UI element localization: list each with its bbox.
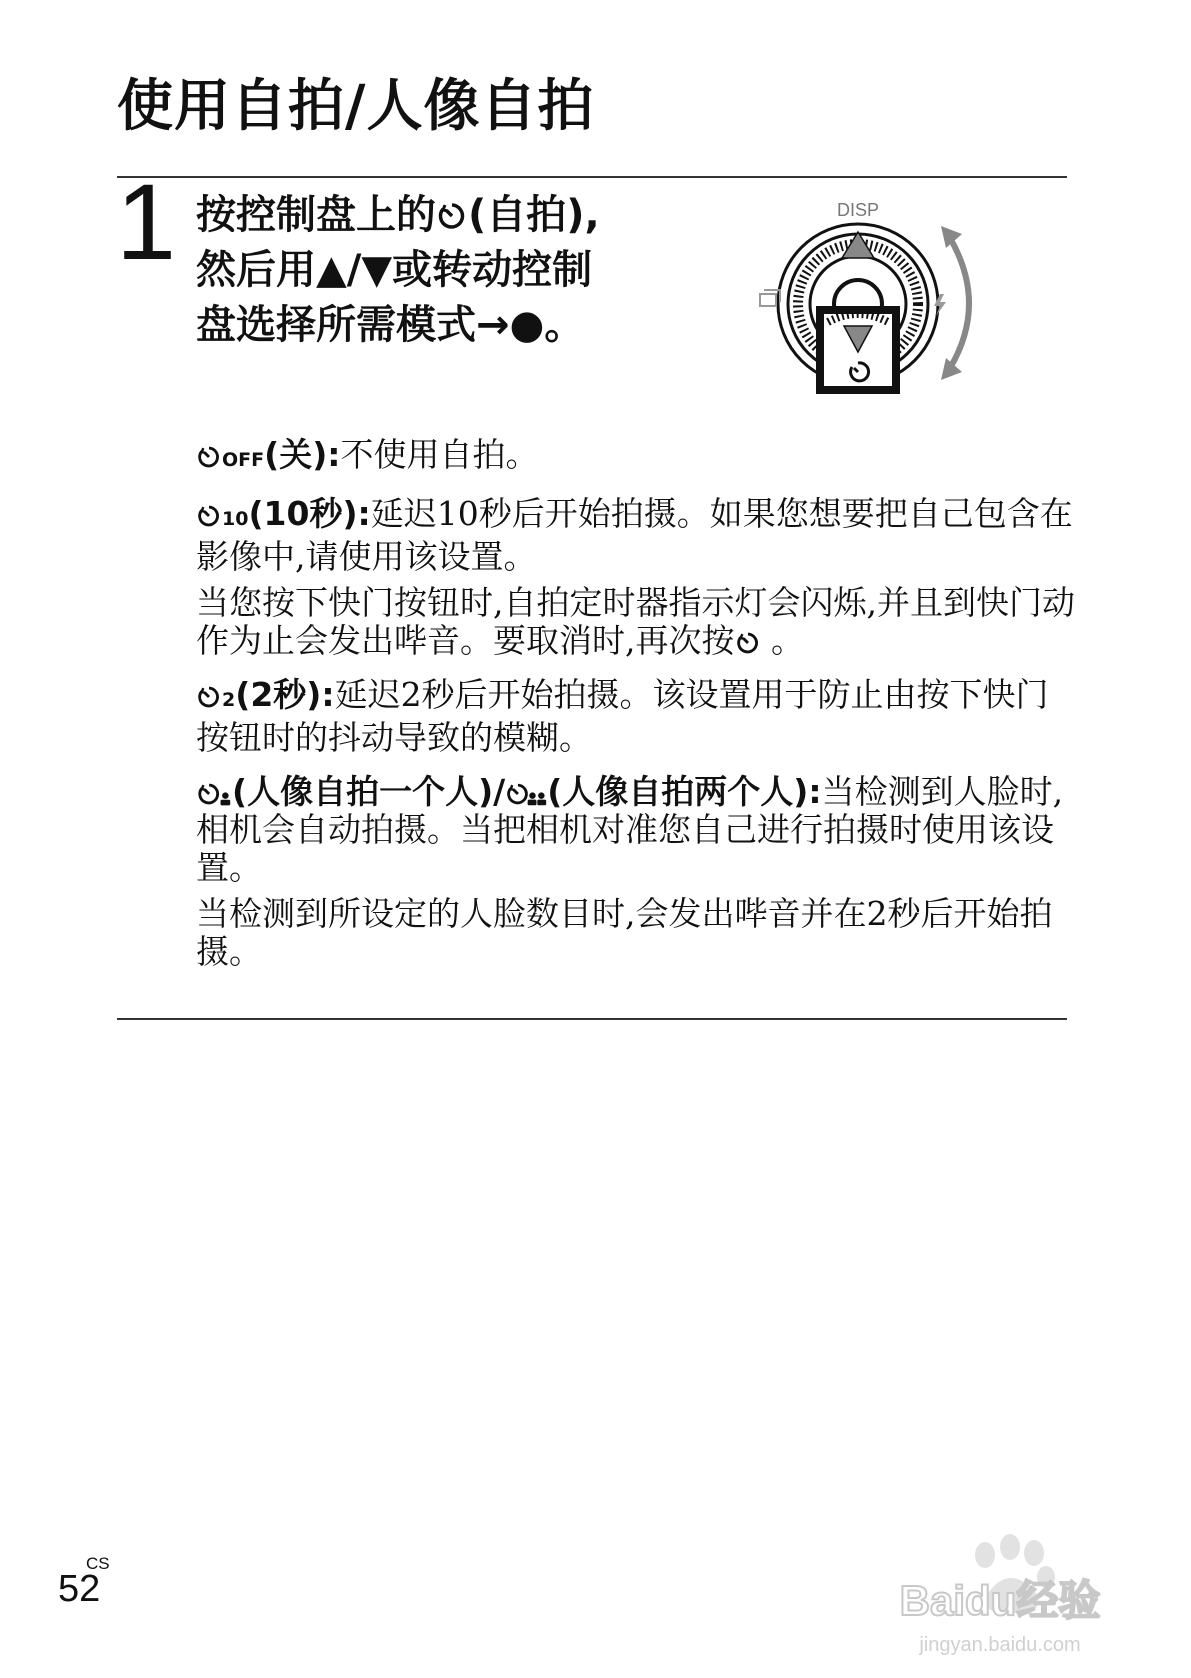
option-off-term [196,435,341,474]
option-off-desc: 不使用自拍。 [340,435,539,474]
option-portrait-one-label: (人像自拍一个人)/ [232,772,506,811]
option-off [196,436,1076,479]
option-portrait-term [196,772,822,811]
self-timer-icon [436,200,468,232]
option-portrait [196,773,1076,971]
step-line-3: 盘选择所需模式→●。 [196,302,585,348]
option-off-subscript: OFF [222,449,265,471]
step-instruction [196,188,756,353]
option-10-subscript: 10 [222,508,249,530]
language-code: CS [86,1554,110,1573]
options-list [196,436,1076,987]
step-number: 1 [116,161,177,282]
self-timer-icon [196,684,222,710]
step-line-1-before: 按控制盘上的 [196,192,436,238]
option-2-subscript: 2 [222,689,236,711]
option-10-note [196,584,1076,660]
step-line-2: 然后用▲/▼或转动控制 [196,247,593,293]
option-10-sec [196,495,1076,660]
rotate-arrows-icon [950,238,969,368]
top-divider [117,176,1067,178]
option-10-desc: 延迟10秒后开始拍摄。如果您想要把自己包含在影像中,请使用该设置。 [196,494,1073,576]
step-line-1 [196,188,756,243]
portrait-self-timer-one-icon [196,781,232,807]
option-2-label: (2秒): [235,675,335,714]
self-timer-icon [735,630,761,656]
option-portrait-desc: 当检测到人脸时,相机会自动拍摄。当把相机对准您自己进行拍摄时使用该设置。 [196,772,1064,887]
option-10-label: (10秒): [248,494,371,533]
bottom-divider [117,1018,1067,1020]
option-portrait-two-label: (人像自拍两个人): [547,772,822,811]
control-wheel-diagram [740,196,1000,432]
option-2-desc: 延迟2秒后开始拍摄。该设置用于防止由按下快门按钮时的抖动导致的模糊。 [196,675,1049,757]
option-10-term [196,494,371,533]
self-timer-icon [196,444,222,470]
disp-label: DISP [836,200,880,220]
drive-mode-icon [760,290,780,306]
option-2-term [196,675,335,714]
watermark-brand: Baidu经验 [899,1577,1101,1624]
option-off-label: (关): [264,435,341,474]
page-title: 使用自拍/人像自拍 [117,74,595,139]
portrait-self-timer-two-icon [505,781,547,807]
step-line-1-after: (自拍), [468,192,600,238]
option-10-note-before: 当您按下快门按钮时,自拍定时器指示灯会闪烁,并且到快门动作为止会发出哔音。要取消时,再次按 [196,583,1075,660]
watermark-url: jingyan.baidu.com [919,1634,1081,1656]
option-portrait-note: 当检测到所设定的人脸数目时,会发出哔音并在2秒后开始拍摄。 [196,894,1053,971]
option-10-note-after: 。 [771,621,804,660]
page-number: 52 [58,1568,101,1610]
baidu-jingyan-watermark [850,1515,1150,1665]
option-2-sec [196,676,1076,757]
self-timer-icon [196,503,222,529]
